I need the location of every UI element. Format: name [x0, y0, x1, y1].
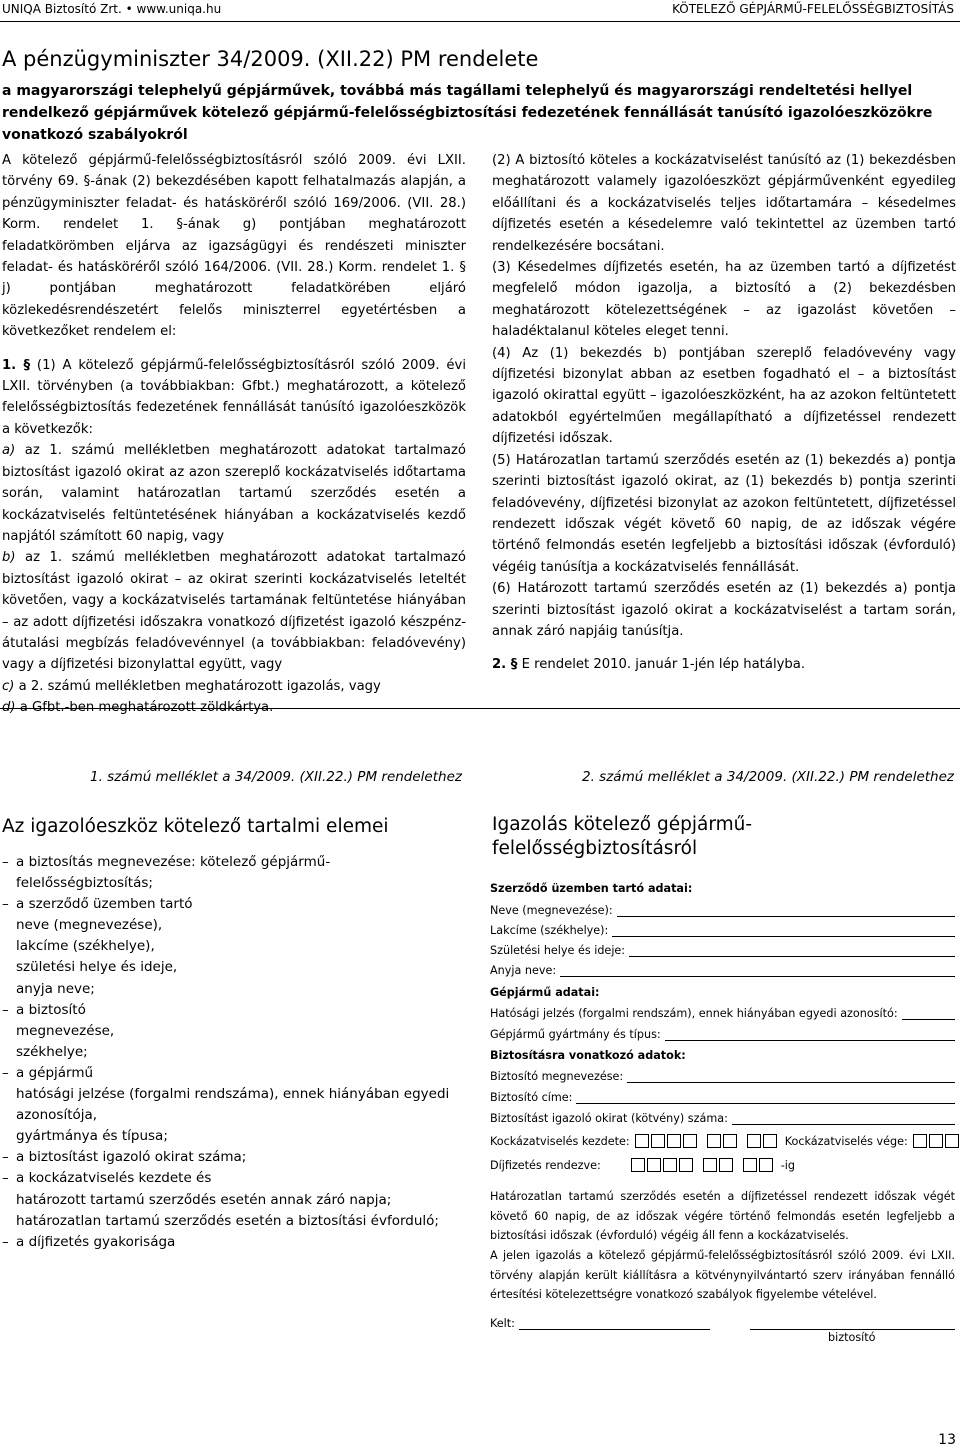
list-dash: –	[2, 854, 9, 870]
date-box[interactable]	[763, 1134, 777, 1148]
point-a	[2, 440, 466, 547]
list-item	[2, 852, 467, 894]
list-dash: –	[2, 1149, 9, 1166]
vehicle-section-heading: Gépjármű adatai:	[490, 986, 600, 999]
left-column	[2, 150, 466, 719]
section-2-text: E rendelet 2010. január 1-jén lép hatályba.	[521, 657, 806, 673]
list-item-text: anyja neve;	[16, 980, 95, 997]
list-dash: –	[2, 1064, 9, 1081]
owner-address-field[interactable]	[612, 926, 955, 937]
owner-name-row: Neve (megnevezése):	[490, 904, 955, 917]
paid-until-date-boxes[interactable]	[631, 1158, 773, 1172]
date-box[interactable]	[667, 1134, 681, 1148]
owner-address-row: Lakcíme (székhelye):	[490, 924, 955, 937]
insurer-name-field[interactable]	[627, 1072, 955, 1083]
list-item-text: a szerződő üzemben tartó	[16, 896, 193, 913]
owner-section-heading: Szerződő üzemben tartó adatai:	[490, 882, 693, 895]
section-divider	[0, 708, 960, 709]
section-2	[492, 654, 956, 675]
list-item-text: a gépjármű	[16, 1064, 94, 1081]
paid-until-row	[490, 1158, 955, 1172]
list-item	[2, 936, 467, 957]
annex-2-title-line-2: felelősségbiztosításról	[492, 838, 698, 859]
date-box[interactable]	[631, 1158, 645, 1172]
list-item	[2, 1063, 467, 1084]
signature-label: biztosító	[828, 1331, 876, 1344]
list-item	[2, 1042, 467, 1063]
paragraph-6: (6) Határozott tartamú szerződés esetén az (1) bekezdés a) pontja szerinti biztosítást igazoló okirat a kockázatviselést a tartam során, annak záró napjáig tanúsítja.	[492, 581, 956, 639]
paragraph-3: (3) Késedelmes díjfizetés esetén, ha az üzemben tartó a díjfizetést megfelelő módon igazolja, a biztosító a (2) bekezdésben meghatározott kötelezettségének – az igazolást követően – haladéktalanul köteles eleget tenni.	[492, 260, 956, 340]
date-box[interactable]	[945, 1134, 959, 1148]
list-item-text: lakcíme (székhelye),	[16, 938, 155, 955]
list-dash: –	[2, 1233, 9, 1250]
list-item-text: a díjfizetés gyakorisága	[16, 1233, 176, 1250]
vehicle-make-field[interactable]	[665, 1030, 955, 1041]
list-item-text: határozatlan tartamú szerződés esetén a biztosítási évforduló;	[16, 1212, 439, 1229]
date-box[interactable]	[663, 1158, 677, 1172]
vehicle-plate-field[interactable]	[902, 1009, 955, 1020]
date-box[interactable]	[683, 1134, 697, 1148]
list-item-text: születési helye és ideje,	[16, 959, 178, 976]
point-b-label: b)	[2, 550, 16, 566]
page-subtitle: a magyarországi telephelyű gépjárművek, továbbá más tagállami telephelyű és magyarországi rendeltetési hellyel rendelkező gépjárművek kötelező gépjármű-felelősségbiztosítási fedezetének fennállását tanúsító igazolóeszközökre vonatkozó szabályokról	[2, 83, 933, 143]
date-box[interactable]	[707, 1134, 721, 1148]
insurer-address-field[interactable]	[576, 1093, 955, 1104]
date-box[interactable]	[651, 1134, 665, 1148]
list-item-text: székhelye;	[16, 1043, 88, 1060]
list-item	[2, 1147, 467, 1168]
list-item	[2, 1000, 467, 1021]
right-column	[492, 150, 956, 676]
point-d-label: d)	[2, 700, 16, 716]
annex-2-header: 2. számú melléklet a 34/2009. (XII.22.) PM rendelethez	[582, 769, 954, 785]
paragraph-5: (5) Határozatlan tartamú szerződés esetén az (1) bekezdés a) pontja szerinti biztosítást igazoló okirat, az (1) bekezdés b) pontja szerinti feladóvevény, díjfizetési bizonylat az azokon feltüntetett, díjfizetéssel rendezett időszak végét követő 60 napig, de az időszak végére történő felmondás esetén legfeljebb a biztosítási időszak (évforduló) végéig tanúsítja a kockázatviselés fennállását.	[492, 452, 956, 575]
list-item	[2, 1211, 467, 1232]
point-b	[2, 547, 466, 675]
date-box[interactable]	[679, 1158, 693, 1172]
date-box[interactable]	[723, 1134, 737, 1148]
list-item-text: megnevezése,	[16, 1022, 115, 1039]
date-box[interactable]	[913, 1134, 927, 1148]
vehicle-make-row: Gépjármű gyártmány és típus:	[490, 1028, 955, 1041]
date-box[interactable]	[647, 1158, 661, 1172]
kelt-field[interactable]	[519, 1319, 710, 1330]
list-item	[2, 894, 467, 915]
paid-until-label: Díjfizetés rendezve:	[490, 1159, 601, 1172]
list-item	[2, 957, 467, 978]
owner-birth-field[interactable]	[629, 946, 955, 957]
date-box[interactable]	[719, 1158, 733, 1172]
annex-1-list	[2, 852, 467, 1253]
point-c-text: a 2. számú mellékletben meghatározott igazolás, vagy	[18, 678, 381, 694]
list-item-text: gyártmánya és típusa;	[16, 1128, 168, 1145]
vehicle-plate-row: Hatósági jelzés (forgalmi rendszám), ennek hiányában egyedi azonosító:	[490, 1007, 955, 1020]
list-dash: –	[2, 896, 9, 913]
header-divider	[0, 21, 960, 22]
preamble: A kötelező gépjármű-felelősségbiztosításról szóló 2009. évi LXII. törvény 69. §-ának (2) bekezdésében kapott felhatalmazás alapján, a pénzügyminiszter feladat- és hatásköréről szóló 169/2006. (VII. 28.) Korm. rendelet 1. §-ának g) pontjában meghatározott feladatkörömben eljárva az igazságügyi és rendészeti miniszter feladat- és hatásköréről szóló 164/2006. (VII. 28.) Korm. rendelet 1. § j) pontjában meghatározott feladatkörében eljáró közlekedésrendészetért felelős miniszterrel egyetértésben a következőket rendelem el:	[2, 153, 466, 340]
header-right: KÖTELEZŐ GÉPJÁRMŰ-FELELŐSSÉGBIZTOSÍTÁS	[672, 2, 954, 16]
coverage-dates-row	[490, 1134, 955, 1148]
paragraph-4: (4) Az (1) bekezdés b) pontjában szereplő feladóvevény vagy díjfizetési bizonylat abban az esetben fogadható el – a biztosítást igazoló okirattal együtt – igazolóeszközként, ha az azokon feltüntetett adatokból egyértelműen megállapítható a díjfizetéssel rendezett díjfizetési időszak.	[492, 345, 956, 447]
list-item-text: a biztosító	[16, 1001, 86, 1018]
list-item-text: a biztosítás megnevezése: kötelező gépjármű-felelősségbiztosítás;	[16, 854, 331, 892]
list-item-text: a kockázatviselés kezdete és	[16, 1170, 212, 1187]
point-b-text: az 1. számú mellékletben meghatározott adatokat tartalmazó biztosítást igazoló okirat – az okirat szerinti kockázatviselés leteltét követően, vagy a kockázatviselés tartamának feltüntetése hiányában – az adott díjfizetési időszakra vonatkozó díjfizetést igazoló készpénz-átutalási megbízás feladóvevénnyel (a továbbiakban: feladóvevény) vagy a díjfizetési bizonylattal együtt, vagy	[2, 550, 466, 673]
form-note-1: Határozatlan tartamú szerződés esetén a díjfizetéssel rendezett időszak végét követő 60 napig, de az időszak végére történő felmondás esetén legfeljebb a biztosítási időszak (évforduló) végéig áll fenn a kockázatviselés.	[490, 1190, 955, 1242]
insurer-name-row: Biztosító megnevezése:	[490, 1070, 955, 1083]
certificate-form	[490, 876, 955, 1436]
annex-2-title	[492, 813, 752, 861]
list-dash: –	[2, 1001, 9, 1018]
date-box[interactable]	[703, 1158, 717, 1172]
list-item	[2, 1084, 467, 1126]
section-2-number: 2. §	[492, 657, 518, 673]
annex-2-title-line-1: Igazolás kötelező gépjármű-	[492, 814, 753, 835]
list-dash: –	[2, 1170, 9, 1187]
list-item-text: a biztosítást igazoló okirat száma;	[16, 1149, 247, 1166]
paid-until-suffix: -ig	[780, 1159, 795, 1172]
point-a-label: a)	[2, 443, 16, 459]
section-1-text: (1) A kötelező gépjármű-felelősségbiztosításról szóló 2009. évi LXII. törvényben (a továbbiakban: Gfbt.) meghatározott, a kötelező felelősségbiztosítás fedezetének fennállását tanúsító igazolóeszközök a következők:	[2, 357, 466, 437]
coverage-end-date-boxes[interactable]	[913, 1134, 960, 1148]
date-box[interactable]	[759, 1158, 773, 1172]
list-item	[2, 979, 467, 1000]
list-item	[2, 1126, 467, 1147]
paragraph-2: (2) A biztosító köteles a kockázatviselést tanúsító az (1) bekezdésben meghatározott valamely igazolóeszközt gépjárművenként egyedileg előállítani és a kockázatviselés teljes időtartamára – késedelmes díjfizetés esetén a késedelemre való tekintettel az üzemben tartó rendelkezésére bocsátani.	[492, 153, 956, 254]
point-a-text: az 1. számú mellékletben meghatározott adatokat tartalmazó biztosítást igazoló okirat az azon szereplő kockázatviselés időtartama során, valamint határozatlan tartamú szerződés esetén a kockázatviselés feltüntetésének hiányában a kockázatviselés kezdő napjától számított 60 napig, vagy	[2, 443, 466, 544]
list-item-text: hatósági jelzése (forgalmi rendszáma), ennek hiányában egyedi azonosítója,	[16, 1086, 450, 1124]
coverage-end-label: Kockázatviselés vége:	[784, 1135, 908, 1148]
section-1	[2, 355, 466, 441]
coverage-start-date-boxes[interactable]	[635, 1134, 777, 1148]
list-item-text: határozott tartamú szerződés esetén annak záró napja;	[16, 1191, 392, 1208]
kelt-row: Kelt:	[490, 1317, 710, 1330]
date-box[interactable]	[635, 1134, 649, 1148]
header-left: UNIQA Biztosító Zrt. • www.uniqa.hu	[2, 2, 222, 16]
date-box[interactable]	[743, 1158, 757, 1172]
policy-number-row: Biztosítást igazoló okirat (kötvény) száma:	[490, 1112, 955, 1125]
date-box[interactable]	[929, 1134, 943, 1148]
owner-name-field[interactable]	[617, 906, 955, 917]
owner-mother-row: Anyja neve:	[490, 964, 955, 977]
owner-birth-row: Születési helye és ideje:	[490, 944, 955, 957]
insurance-section-heading: Biztosításra vonatkozó adatok:	[490, 1049, 686, 1062]
date-box[interactable]	[747, 1134, 761, 1148]
list-item	[2, 1190, 467, 1211]
annex-1-title: Az igazolóeszköz kötelező tartalmi elemei	[2, 816, 389, 837]
annex-1-header: 1. számú melléklet a 34/2009. (XII.22.) PM rendelethez	[90, 769, 462, 785]
list-item	[2, 1232, 467, 1253]
coverage-start-label: Kockázatviselés kezdete:	[490, 1135, 630, 1148]
point-d-text: a Gfbt.-ben meghatározott zöldkártya.	[19, 700, 274, 716]
point-c	[2, 676, 466, 697]
section-1-number: 1. §	[2, 357, 31, 373]
page-number: 13	[938, 1432, 956, 1448]
page-title: A pénzügyminiszter 34/2009. (XII.22) PM rendelete	[2, 47, 539, 71]
insurer-address-row: Biztosító címe:	[490, 1091, 955, 1104]
signature-line[interactable]	[750, 1329, 955, 1330]
owner-mother-field[interactable]	[560, 966, 955, 977]
list-item	[2, 1168, 467, 1189]
list-item-text: neve (megnevezése),	[16, 917, 163, 934]
form-note-2: A jelen igazolás a kötelező gépjármű-felelősségbiztosításról szóló 2009. évi LXII. törvény alapján került kiállításra a kötvénynyilvántartó szerv irányában fennálló értesítési kötelezettségre vonatkozó szabályok figyelembe vételével.	[490, 1249, 955, 1301]
point-c-label: c)	[2, 678, 15, 694]
list-item	[2, 915, 467, 936]
list-item	[2, 1021, 467, 1042]
policy-number-field[interactable]	[732, 1114, 955, 1125]
